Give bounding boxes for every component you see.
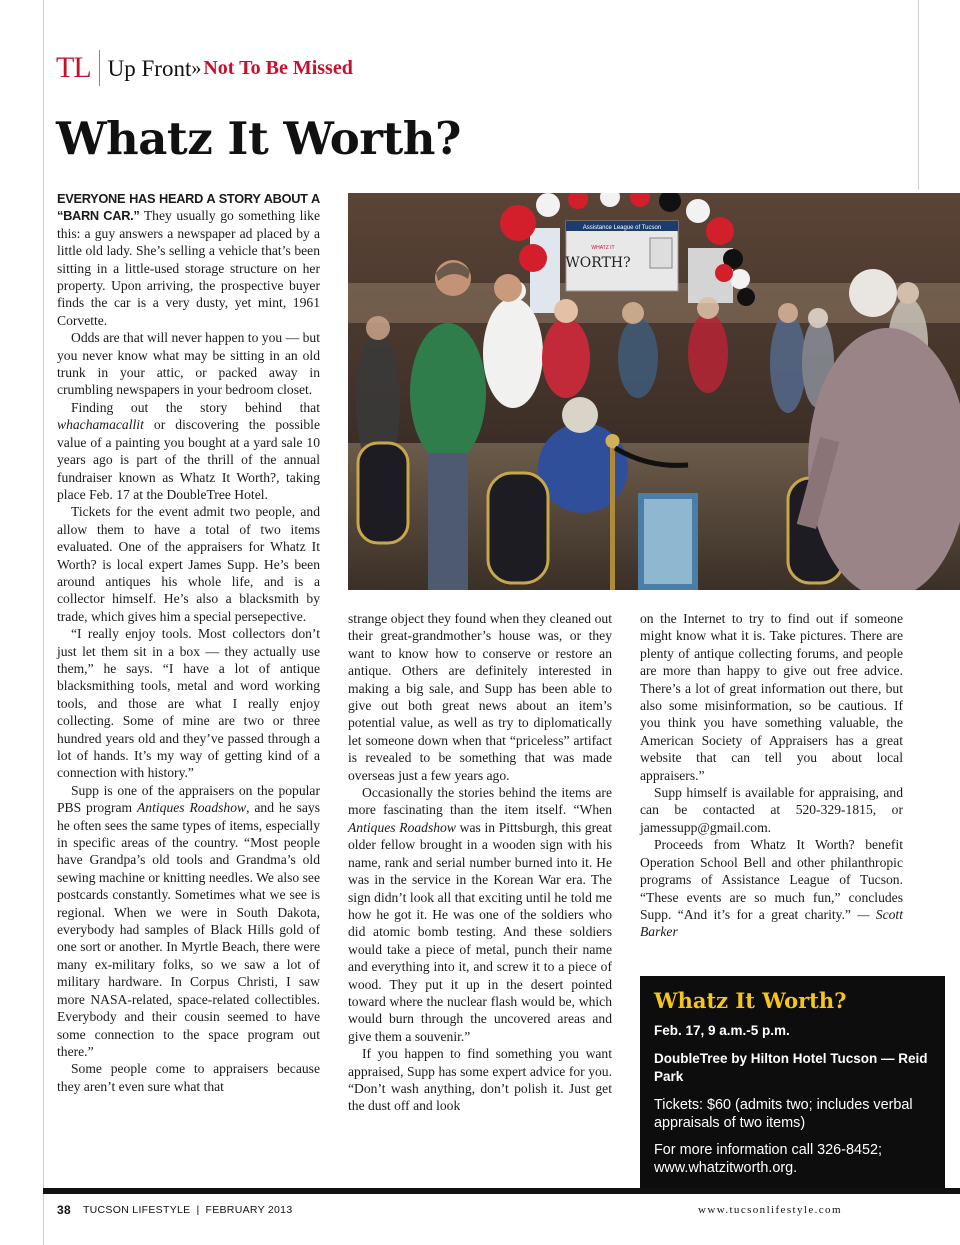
subsection-name: Not To Be Missed: [203, 57, 353, 79]
paragraph: Odds are that will never happen to you — but you never know what may be sitting in an old trunk in your attic, or packed away in crumbling newspapers in your bedroom closet.: [57, 330, 320, 398]
event-venue: DoubleTree by Hilton Hotel Tucson — Reid Park: [654, 1051, 928, 1084]
issue-date: FEBRUARY 2013: [205, 1204, 293, 1216]
article-column-3: [640, 610, 903, 941]
publication-name: TUCSON LIFESTYLE: [82, 1204, 191, 1216]
contact-info: For more information call 326-8452; www.whatzitworth.org.: [654, 1142, 882, 1176]
website-url: www.tucsonlifestyle.com: [698, 1204, 842, 1216]
lead-in: EVERYONE HAS HEARD A STORY ABOUT A “BARN CAR.”: [57, 191, 320, 224]
paragraph: Tickets for the event admit two people, and allow them to have a total of two items evaluated. One of the appraisers for Whatz It Worth? is local expert James Supp. He’s been around antiques his whole life, and is a collector himself. He’s also a blacksmith by trade, which gives him a special persepective.: [57, 504, 320, 624]
paragraph: EVERYONE HAS HEARD A STORY ABOUT A “BARN CAR.” They usually go something like this: a guy answers a newspaper ad placed by a little old lady. She’s selling a vehicle that’s been sitting in a little-used storage structure on her property. Upon arriving, the prospective buyer finds the car is a very dusty, yet mint, 1961 Corvette.: [57, 191, 320, 328]
paragraph: Some people come to appraisers because they aren’t even sure what that: [57, 1061, 320, 1094]
byline: — Scott Barker: [640, 906, 903, 940]
info-box-title: Whatz It Worth?: [654, 988, 847, 1013]
paragraph: Supp is one of the appraisers on the popular PBS program Antiques Roadshow, and he says he often sees the same types of items, especially in specific areas of the country. “Most people have Grandpa’s old tools and Grandma’s old sewing machine or knitting needles. We also see postcards constantly. Sometimes what we see is regional. When we were in South Dakota, everybody had samples of Black Hills gold of one sort or another. In Myrtle Beach, there were many ex-military folks, so we saw a lot of military hardware. In Corpus Christi, I saw more NASA-related, space-related collectibles. Everybody and their cousin seemed to have some connection to the space program out there.”: [57, 782, 320, 1059]
paragraph: strange object they found when they cleaned out their great-grandmother’s house was, or they want to know how to conserve or restore an antique. Others are definitely interested in making a big sale, and Supp has been able to give out both great news about an item’s potential value, as well as try to diplomatically let someone down when that “priceless” artifact is revealed to be something that was made overseas just a few years ago.: [348, 611, 612, 783]
footer-rule: [43, 1188, 960, 1194]
section-header: [56, 48, 353, 88]
tl-logo: TL: [56, 51, 91, 84]
page-frame-right: [918, 0, 919, 190]
paragraph: Supp himself is available for appraising, and can be contacted at 520-329-1815, or jamessupp@gmail.com.: [640, 785, 903, 835]
section-separator: »: [191, 56, 202, 79]
paragraph: on the Internet to try to find out if someone might know what it is. Take pictures. There are plenty of antique collecting forums, and people are more than happy to give out free advice. There’s a lot of great information out there, but also some misinformation, so be cautious. If you think you have something valuable, the American Society of Appraisers has a great website that can tell you about local appraisers.”: [640, 611, 903, 783]
section-name: Up Front: [107, 55, 192, 81]
sign-top-text: Assistance League of Tucson: [582, 225, 662, 231]
article-headline: Whatz It Worth?: [56, 112, 461, 165]
event-info-box: [640, 976, 945, 1188]
event-photo: [348, 193, 960, 590]
sign-logo-text: WORTH?: [565, 255, 631, 271]
page-footer: [57, 1203, 292, 1217]
event-photo-illustration: [348, 193, 960, 590]
page-frame-left: [43, 0, 44, 1245]
paragraph: Finding out the story behind that whachamacallit or discovering the possible value of a painting you bought at a yard sale 10 years ago is part of the thrill of the annual fundraiser known as Whatz It Worth?, taking place Feb. 17 at the DoubleTree Hotel.: [57, 399, 320, 502]
sign-small-text: WHATZ IT: [591, 245, 615, 251]
event-date: Feb. 17, 9 a.m.-5 p.m.: [654, 1023, 790, 1038]
article-column-1: [57, 190, 320, 1095]
header-divider: [99, 50, 100, 86]
article-column-2: [348, 610, 612, 1115]
paragraph: Proceeds from Whatz It Worth? benefit Operation School Bell and other philanthropic programs of Assistance League of Tucson. “These events are so much fun,” concludes Supp. “And it’s for a great charity.” — Scott Barker: [640, 837, 903, 940]
paragraph: If you happen to find something you want appraised, Supp has some expert advice for you. “Don’t wash anything, don’t polish it. Just get the dust off and look: [348, 1046, 612, 1114]
footer-separator: |: [196, 1204, 200, 1216]
paragraph: Occasionally the stories behind the items are more fascinating than the item itself. “When Antiques Roadshow was in Pittsburgh, this great older fellow brought in a wooden sign with his name, rank and serial number burned into it. He was in the service in the Korean War era. The sign didn’t look all that exciting until he told me how he got it. He was one of the soldiers who did atomic bomb testing. And these soldiers would take a piece of metal, punch their name and everything into it, and screw it to a piece of wood. They put it up in the desert pointed toward where the nuclear flash would be, which would burn through the uncovered areas and give them a souvenir.”: [348, 785, 612, 1044]
ticket-info: Tickets: $60 (admits two; includes verbal appraisals of two items): [654, 1097, 913, 1131]
paragraph: “I really enjoy tools. Most collectors don’t just let them sit in a box — they actually use them,” he says. “I have a lot of antique blacksmithing tools, metal and word working tools, and those are what I really enjoy collecting. Some of mine are two or three hundred years old and they’ve passed through a lot of hands. It’s my way of getting kind of a connection with history.”: [57, 626, 320, 781]
page-number: 38: [57, 1203, 71, 1217]
